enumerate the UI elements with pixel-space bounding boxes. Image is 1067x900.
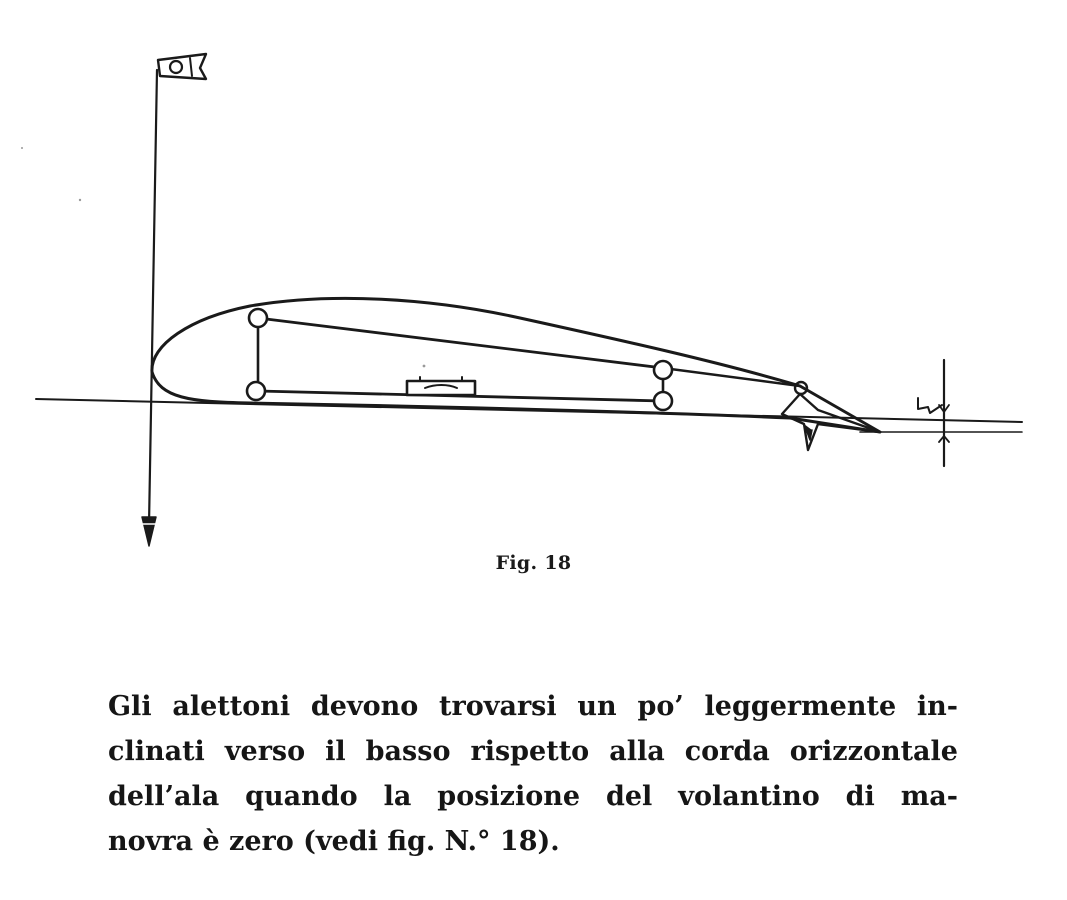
flag-icon: [158, 54, 206, 79]
paragraph-line: dell’ala quando la posizione del volantino di ma-: [108, 781, 958, 812]
figure-caption: Fig. 18: [495, 552, 572, 574]
explanatory-paragraph: [108, 684, 958, 864]
spirit-level-icon: [407, 377, 475, 395]
aileron-linkage: [247, 309, 800, 410]
paragraph-line: clinati verso il basso rispetto alla corda orizzontale: [108, 736, 958, 767]
scan-specks: [21, 147, 425, 367]
plumb-line: [149, 70, 157, 525]
measuring-gauge-icon: [918, 360, 949, 466]
paragraph-line: novra è zero (vedi fig. N.° 18).: [108, 826, 560, 857]
plumb-bob-icon: [141, 517, 157, 546]
paragraph-line: Gli alettoni devono trovarsi un po’ leggermente in-: [108, 691, 958, 722]
